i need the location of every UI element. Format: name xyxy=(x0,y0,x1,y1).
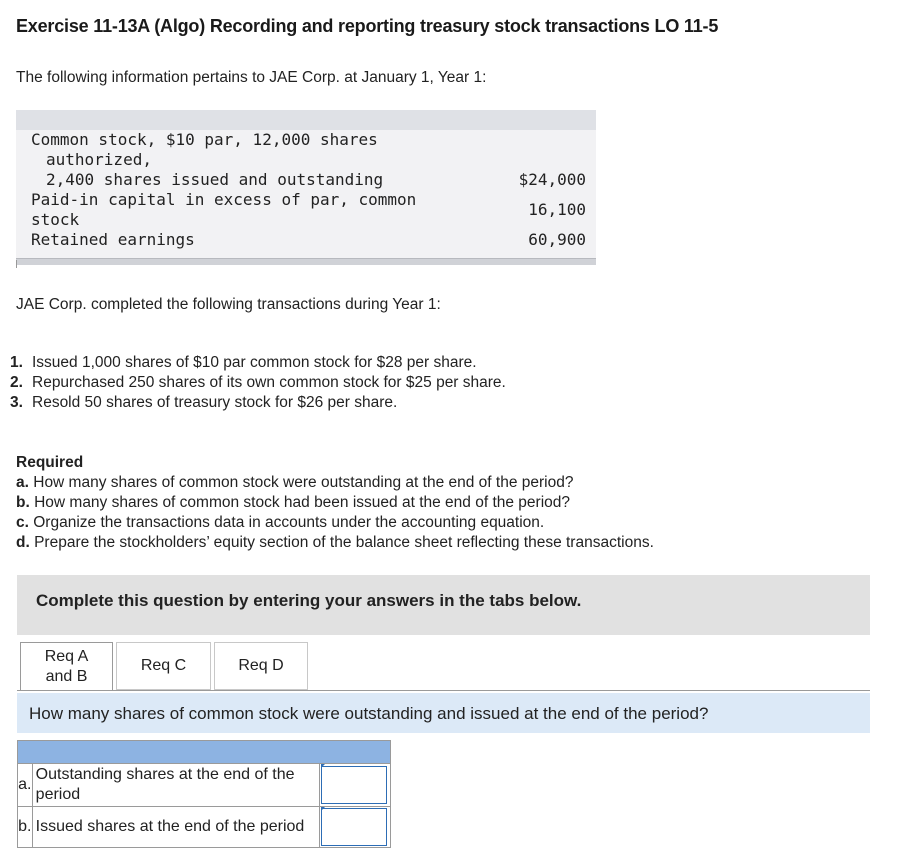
answer-table xyxy=(17,740,391,848)
input-marker xyxy=(321,807,325,811)
row2-label-line1: Paid-in capital in excess of par, common xyxy=(31,190,417,209)
table-row xyxy=(18,807,391,848)
transactions-intro: JAE Corp. completed the following transactions during Year 1: xyxy=(16,296,441,313)
outstanding-shares-label: Outstanding shares at the end of the period xyxy=(32,764,320,807)
tab-divider xyxy=(17,690,870,691)
banner-text: Complete this question by entering your answers in the tabs below. xyxy=(36,591,582,610)
row3-label: Retained earnings xyxy=(31,230,195,249)
tab-req-a-and-b[interactable] xyxy=(20,642,113,691)
list-item xyxy=(10,353,506,373)
list-item xyxy=(10,373,506,393)
balance-table-footer xyxy=(16,258,596,265)
issued-shares-input[interactable] xyxy=(321,808,387,846)
table-row xyxy=(18,764,391,807)
item-number: 1. xyxy=(10,354,23,371)
intro-text: The following information pertains to JAE Corp. at January 1, Year 1: xyxy=(16,69,487,86)
answer-table-header xyxy=(18,741,391,764)
tab-req-c[interactable] xyxy=(116,642,211,690)
transactions-list xyxy=(10,353,506,413)
row1-label-line3: 2,400 shares issued and outstanding xyxy=(46,170,384,189)
row1-label-line2: authorized, xyxy=(46,150,152,169)
outstanding-shares-input[interactable] xyxy=(321,766,387,804)
required-section xyxy=(16,453,654,553)
row2-amount: 16,100 xyxy=(528,200,586,219)
row-letter: a. xyxy=(18,764,33,807)
exercise-title: Exercise 11-13A (Algo) Recording and reporting treasury stock transactions LO 11-5 xyxy=(16,16,719,36)
required-b: b. How many shares of common stock had been issued at the end of the period? xyxy=(16,494,571,511)
list-item xyxy=(10,393,506,413)
tab-label-line1: Req A xyxy=(44,648,89,665)
tab-label: Req D xyxy=(238,657,284,674)
required-d: d. Prepare the stockholders’ equity section of the balance sheet reflecting these transactions. xyxy=(16,534,654,551)
balance-table-header xyxy=(16,110,596,130)
row2-label-line2: stock xyxy=(31,210,80,229)
item-number: 3. xyxy=(10,394,23,411)
issued-shares-cell xyxy=(320,807,391,848)
item-text: Repurchased 250 shares of its own common stock for $25 per share. xyxy=(32,374,506,391)
item-number: 2. xyxy=(10,374,23,391)
tab-req-d[interactable] xyxy=(214,642,308,690)
outstanding-shares-cell xyxy=(320,764,391,807)
issued-shares-label: Issued shares at the end of the period xyxy=(32,807,320,848)
required-heading: Required xyxy=(16,454,84,471)
input-marker xyxy=(321,764,325,768)
table-divider xyxy=(16,260,17,268)
question-prompt: How many shares of common stock were outstanding and issued at the end of the period? xyxy=(17,693,870,733)
row1-amount: $24,000 xyxy=(518,170,586,189)
row-letter: b. xyxy=(18,807,33,848)
tab-label: Req C xyxy=(140,657,187,674)
row3-amount: 60,900 xyxy=(528,230,586,249)
required-a: a. How many shares of common stock were outstanding at the end of the period? xyxy=(16,474,574,491)
tab-label-line2: and B xyxy=(45,668,88,685)
item-text: Issued 1,000 shares of $10 par common stock for $28 per share. xyxy=(32,354,477,371)
required-c: c. Organize the transactions data in accounts under the accounting equation. xyxy=(16,514,545,531)
row1-label-line1: Common stock, $10 par, 12,000 shares xyxy=(31,130,378,149)
item-text: Resold 50 shares of treasury stock for $26 per share. xyxy=(32,394,398,411)
